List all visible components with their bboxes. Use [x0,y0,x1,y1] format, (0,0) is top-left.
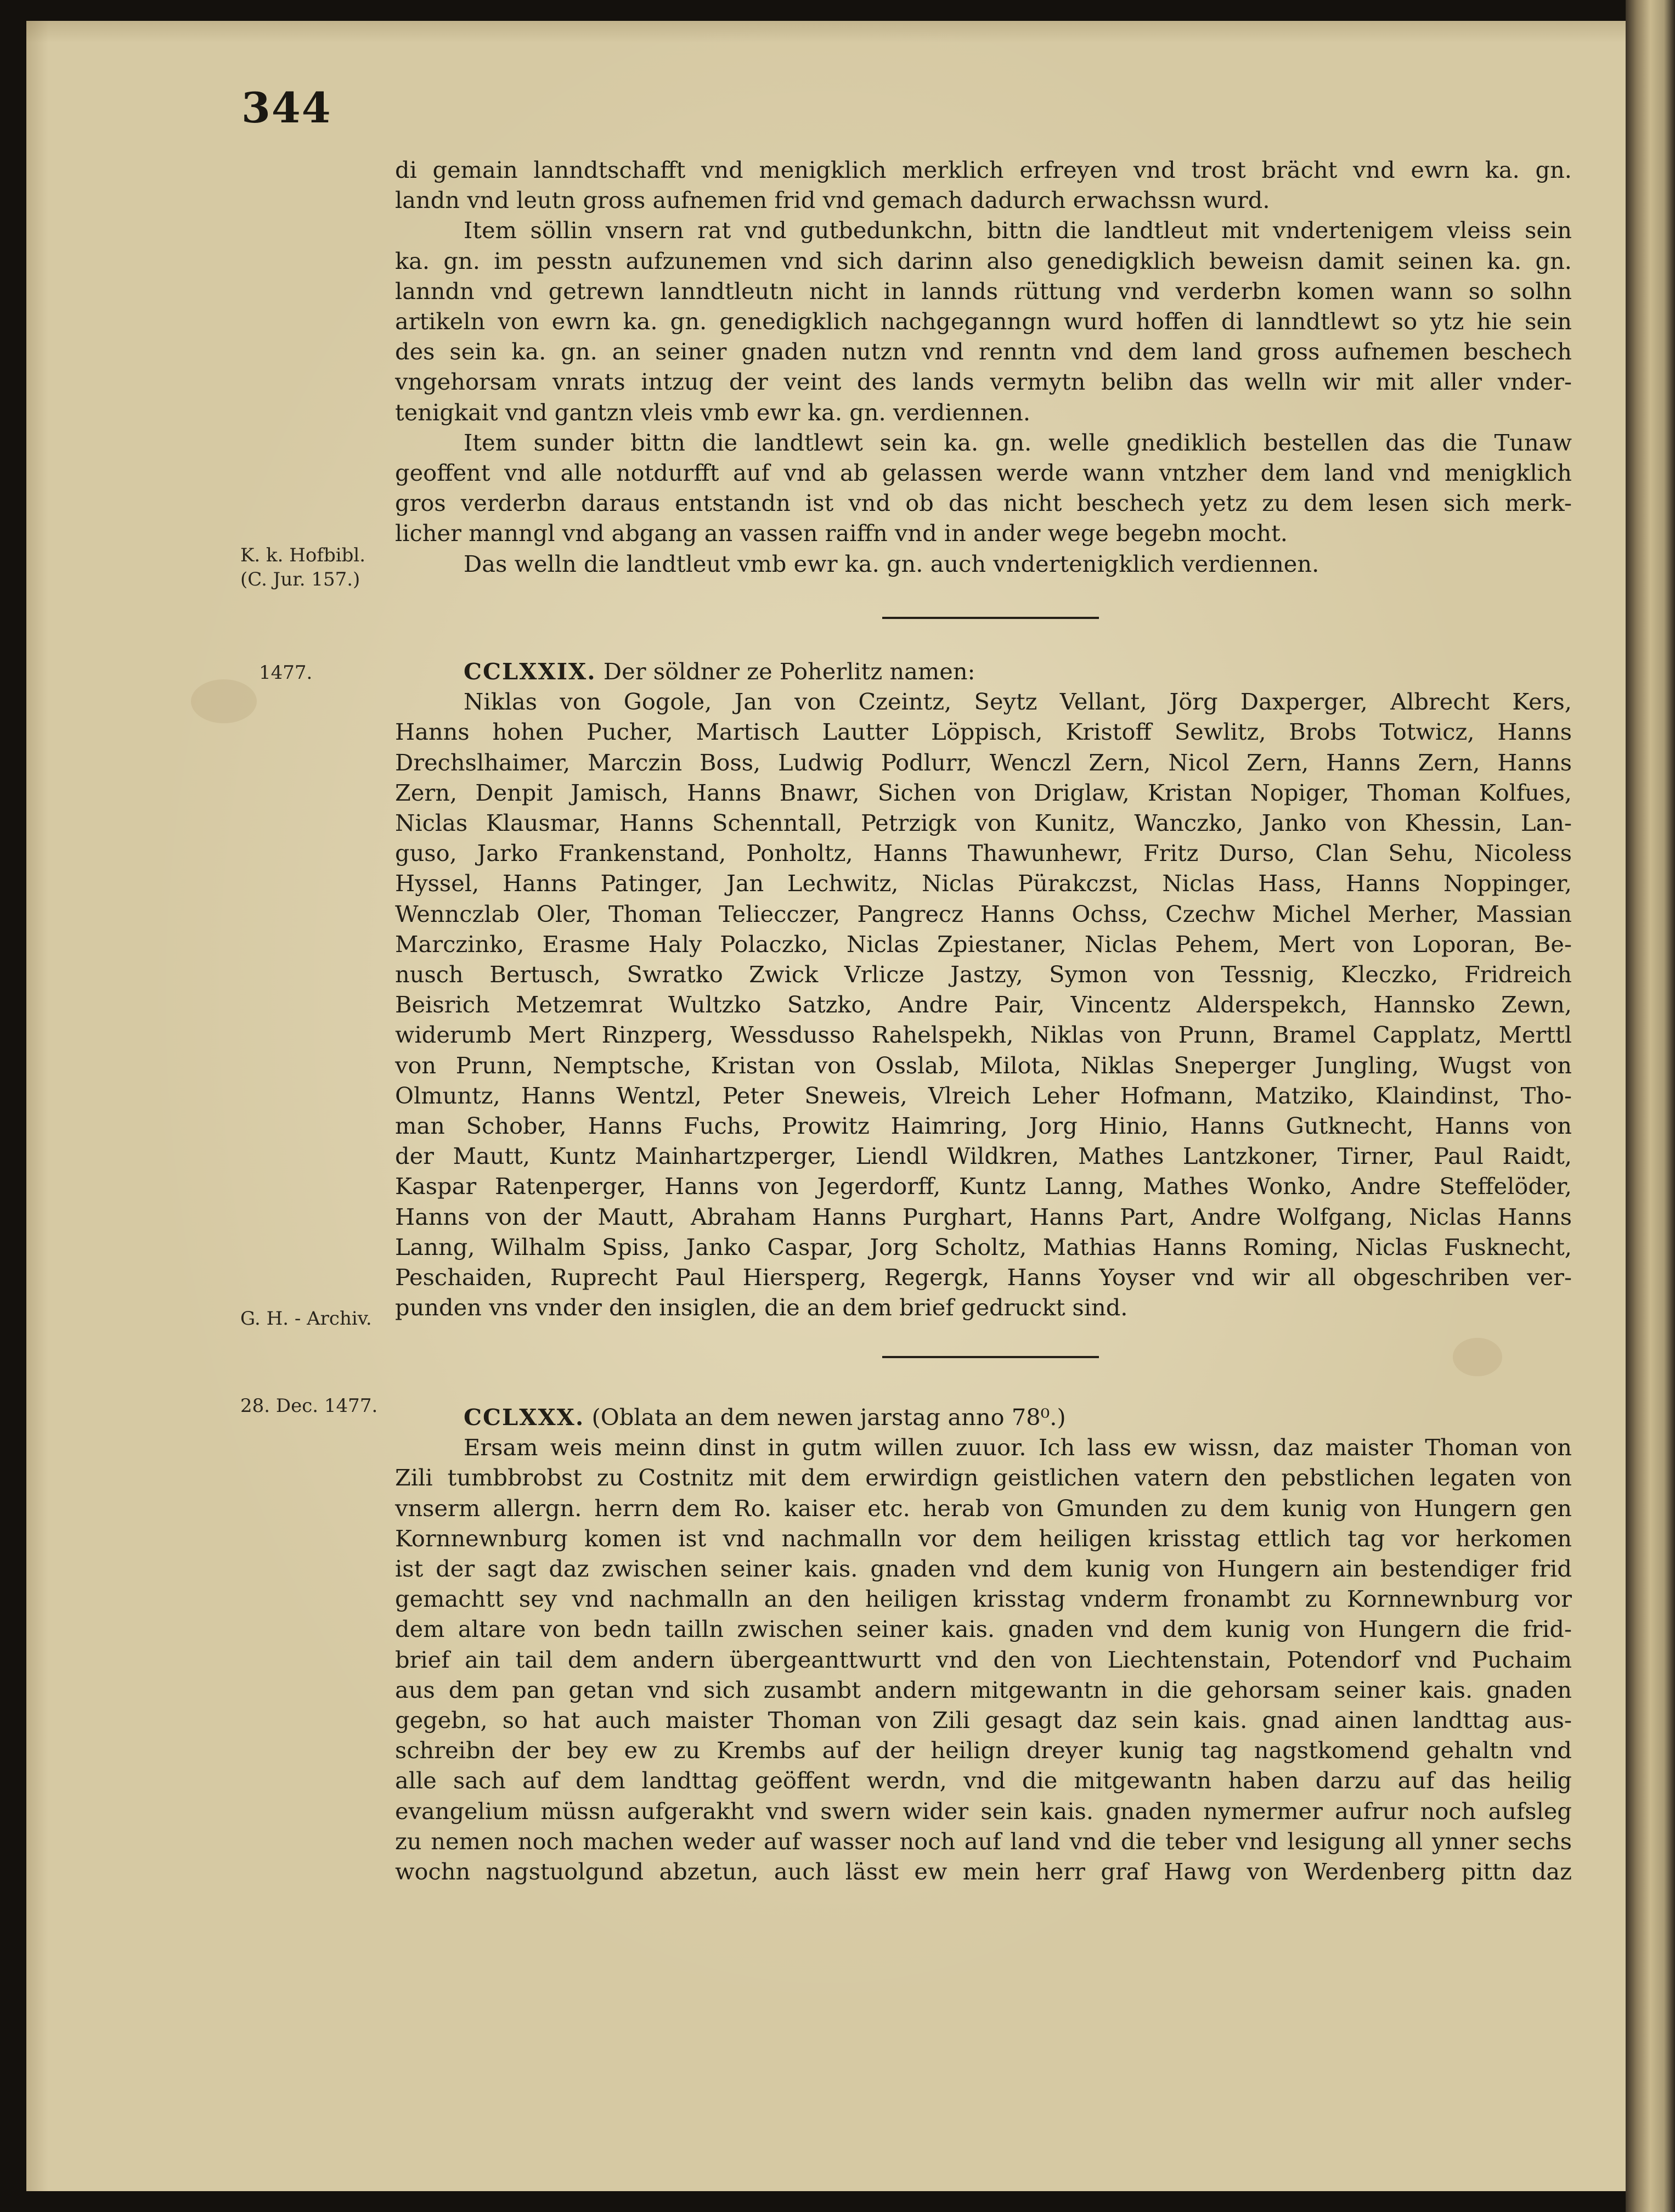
section-divider [882,617,1099,619]
text-line: Kornnewnburg komen ist vnd nachmalln vor dem heiligen krisstag ettlich tag vor herkomen [395,1524,1572,1552]
text-line: zu nemen noch machen weder auf wasser noch auf land vnd die teber vnd lesigung all ynner sechs [395,1827,1572,1855]
text-line: Item sunder bittn die landtlewt sein ka. gn. welle gnediklich bestellen das die Tunaw [464,429,1572,456]
margin-date-279: 1477. [259,662,313,684]
section-heading-280 [395,1402,1572,1432]
text-line: Hanns hohen Pucher, Martisch Lautter Löppisch, Kristoff Sewlitz, Brobs Totwicz, Hanns [395,718,1572,746]
text-line: evangelium müssn aufgerakht vnd swern wider sein kais. gnaden nymermer aufrur noch aufsleg [395,1797,1572,1825]
text-line: artikeln von ewrn ka. gn. genedigklich nachgeganngn wurd hoffen di lanndtlewt so ytz hie sein [395,308,1572,335]
text-line: Zern, Denpit Jamisch, Hanns Bnawr, Sichen von Driglaw, Kristan Nopiger, Thoman Kolfues, [395,779,1572,806]
text-line: lanndn vnd getrewn lanndtleutn nicht in lannds rüttung vnd verderbn komen wann so solhn [395,277,1572,305]
text-line: vnserm allergn. herrn dem Ro. kaiser etc. herab von Gmunden zu dem kunig von Hungern gen [395,1494,1572,1522]
margin-source-line: K. k. Hofbibl. [240,544,366,566]
margin-source-hofbibl [240,543,377,592]
text-line: Lanng, Wilhalm Spiss, Janko Caspar, Jorg Scholtz, Mathias Hanns Roming, Niclas Fusknecht, [395,1233,1572,1260]
text-line: geoffent vnd alle notdurfft auf vnd ab gelassen werde wann vntzher dem land vnd menigklich [395,459,1572,487]
text-line: Marczinko, Erasme Haly Polaczko, Niclas Zpiestaner, Niclas Pehem, Mert von Loporan, Be- [395,930,1572,958]
text-line: der Mautt, Kuntz Mainhartzperger, Liendl Wildkren, Mathes Lantzkoner, Tirner, Paul Raidt, [395,1142,1572,1170]
section-279 [395,656,1572,1322]
text-line: man Schober, Hanns Fuchs, Prowitz Haimring, Jorg Hinio, Hanns Gutknecht, Hanns von [395,1112,1572,1140]
text-line: Kaspar Ratenperger, Hanns von Jegerdorff, Kuntz Lanng, Mathes Wonko, Andre Steffelöder, [395,1173,1572,1200]
text-line: di gemain lanndtschafft vnd menigklich merklich erfreyen vnd trost brächt vnd ewrn ka. gn. [395,156,1572,183]
text-line: aus dem pan getan vnd sich zusambt andern mitgewantn in die gehorsam seiner kais. gnaden [395,1676,1572,1703]
section-divider [882,1356,1099,1358]
text-line: wochn nagstuolgund abzetun, auch lässt ew mein herr graf Hawg von Werdenberg pittn daz [395,1858,1572,1885]
text-line: gemachtt sey vnd nachmalln an den heiligen krisstag vnderm fronambt zu Kornnewnburg vor [395,1585,1572,1613]
text-line: Item söllin vnsern rat vnd gutbedunkchn, bittn die landtleut mit vndertenigem vleiss sein [464,217,1572,244]
text-line: licher manngl vnd abgang an vassen raiffn vnd in ander wege begebn mocht. [395,520,1288,547]
book-gutter [1626,0,1675,2212]
section-title: Der söldner ze Poherlitz namen: [603,658,975,685]
page-number: 344 [241,83,332,132]
text-line: schreibn der bey ew zu Krembs auf der heilign dreyer kunig tag nagstkomend gehaltn vnd [395,1737,1572,1764]
section-continued-text [395,155,1572,579]
text-line: Ersam weis meinn dinst in gutm willen zuuor. Ich lass ew wissn, daz maister Thoman von [464,1434,1572,1461]
text-line: Hanns von der Mautt, Abraham Hanns Purghart, Hanns Part, Andre Wolfgang, Niclas Hanns [395,1203,1572,1230]
text-line: vngehorsam vnrats intzug der veint des lands vermytn belibn das welln wir mit aller vnder- [395,368,1572,396]
text-line: Niclas Klausmar, Hanns Schenntall, Petrzigk von Kunitz, Wanczko, Janko von Khessin, Lan- [395,809,1572,837]
text-line: Niklas von Gogole, Jan von Czeintz, Seytz Vellant, Jörg Daxperger, Albrecht Kers, [464,688,1572,716]
text-line: landn vnd leutn gross aufnemen frid vnd gemach dadurch erwachssn wurd. [395,187,1270,214]
text-line: des sein ka. gn. an seiner gnaden nutzn vnd renntn vnd dem land gross aufnemen beschech [395,338,1572,365]
text-line: Das welln die landtleut vmb ewr ka. gn. auch vndertenigklich verdiennen. [464,550,1319,577]
section-number: CCLXXIX. [464,658,596,685]
text-line: gegebn, so hat auch maister Thoman von Zili gesagt daz sein kais. gnad ainen landttag aus- [395,1707,1572,1734]
margin-source-archiv: G. H. - Archiv. [240,1308,372,1330]
text-line: widerumb Mert Rinzperg, Wessdusso Rahelspekh, Niklas von Prunn, Bramel Capplatz, Merttl [395,1021,1572,1049]
text-line: punden vns vnder den insiglen, die an dem brief gedruckt sind. [395,1294,1128,1321]
text-line: von Prunn, Nemptsche, Kristan von Osslab, Milota, Niklas Sneperger Jungling, Wugst von [395,1051,1572,1079]
section-280 [395,1402,1572,1887]
text-line: ka. gn. im pesstn aufzunemen vnd sich darinn also genedigklich beweisn damit seinen ka. gn. [395,247,1572,274]
text-line: ist der sagt daz zwischen seiner kais. gnaden vnd dem kunig von Hungern ain bestendiger frid [395,1555,1572,1583]
text-line: Zili tumbbrobst zu Costnitz mit dem erwirdign geistlichen vatern den pebstlichen legaten von [395,1464,1572,1491]
text-line: Peschaiden, Ruprecht Paul Hiersperg, Regergk, Hanns Yoyser vnd wir all obgeschriben ver- [395,1264,1572,1291]
text-line: Olmuntz, Hanns Wentzl, Peter Sneweis, Vlreich Leher Hofmann, Matziko, Klaindinst, Tho- [395,1082,1572,1109]
text-line: guso, Jarko Frankenstand, Ponholtz, Hanns Thawunhewr, Fritz Durso, Clan Sehu, Nicoless [395,840,1572,867]
text-line: brief ain tail dem andern übergeanttwurtt vnd den von Liechtenstain, Potendorf vnd Puchaim [395,1646,1572,1673]
margin-date-280: 28. Dec. 1477. [240,1395,378,1417]
text-line: gros verderbn daraus entstandn ist vnd ob das nicht beschech yetz zu dem lesen sich merk- [395,489,1572,517]
text-line: Drechslhaimer, Marczin Boss, Ludwig Podlurr, Wenczl Zern, Nicol Zern, Hanns Zern, Hanns [395,748,1572,776]
text-line: Wennczlab Oler, Thoman Teliecczer, Pangrecz Hanns Ochss, Czechw Michel Merher, Massian [395,900,1572,927]
text-line: Beisrich Metzemrat Wultzko Satzko, Andre Pair, Vincentz Alderspekch, Hannsko Zewn, [395,991,1572,1018]
section-heading-279 [395,656,1572,686]
text-line: dem altare von bedn tailln zwischen seiner kais. gnaden vnd dem kunig von Hungern die frid- [395,1616,1572,1643]
text-line: alle sach auf dem landttag geöffent werdn, vnd die mitgewantn haben darzu auf das heilig [395,1767,1572,1794]
text-line: Hyssel, Hanns Patinger, Jan Lechwitz, Niclas Pürakczst, Niclas Hass, Hanns Noppinger, [395,870,1572,897]
text-line: tenigkait vnd gantzn vleis vmb ewr ka. gn. verdiennen. [395,398,1031,426]
paper-stain [191,679,257,723]
section-title: (Oblata an dem newen jarstag anno 78⁰.) [591,1404,1066,1431]
text-line: nusch Bertusch, Swratko Zwick Vrlicze Jastzy, Symon von Tessnig, Kleczko, Fridreich [395,961,1572,988]
section-number: CCLXXX. [464,1404,585,1431]
paper-stain [1453,1338,1502,1376]
margin-source-line: (C. Jur. 157.) [240,569,360,590]
